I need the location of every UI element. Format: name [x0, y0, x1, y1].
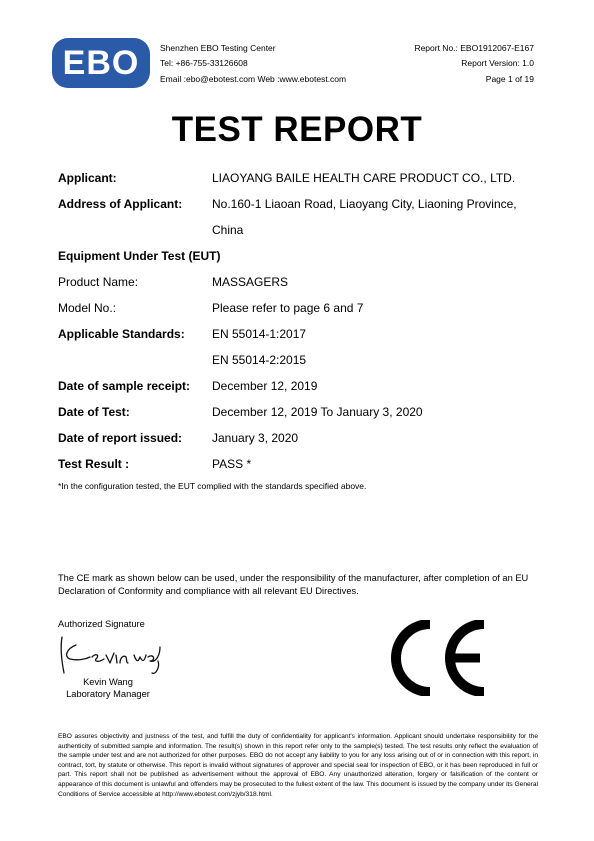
address-value-line1: No.160-1 Liaoan Road, Liaoyang City, Liaoning Province,: [212, 197, 517, 211]
page-title: TEST REPORT: [171, 110, 423, 149]
product-row: [58, 274, 538, 290]
signature-heading: Authorized Signature: [58, 619, 145, 629]
receipt-label: Date of sample receipt:: [58, 379, 191, 393]
standards-row-2: [58, 352, 538, 368]
ce-statement: The CE mark as shown below can be used, under the responsibility of the manufacturer, after completion of an EU Declaration of Conformity and compliance with all relevant EU Directives.: [58, 573, 529, 596]
ebo-logo: [52, 38, 150, 88]
eut-heading: Equipment Under Test (EUT): [58, 249, 221, 263]
report-version: Report Version: 1.0: [461, 58, 534, 68]
standards-row: [58, 326, 538, 342]
company-name: Shenzhen EBO Testing Center: [160, 43, 276, 53]
issued-label: Date of report issued:: [58, 431, 183, 445]
model-row: [58, 300, 538, 316]
issued-row: [58, 430, 538, 446]
model-label: Model No.:: [58, 301, 117, 315]
test-date-label: Date of Test:: [58, 405, 130, 419]
logo-text: EBO: [62, 43, 140, 82]
receipt-row: [58, 378, 538, 394]
page-number: Page 1 of 19: [485, 74, 534, 84]
result-value: PASS *: [212, 457, 252, 471]
issued-value: January 3, 2020: [212, 431, 299, 445]
company-email-web: Email :ebo@ebotest.com Web :www.ebotest.com: [160, 74, 347, 84]
address-row: [58, 196, 538, 212]
receipt-value: December 12, 2019: [212, 379, 318, 393]
standards-label: Applicable Standards:: [58, 327, 185, 341]
disclaimer-footer: EBO assures objectivity and justness of the test, and fulfill the duty of confidentiality for applicant's information. Applicant should undertake responsibility for the authenticity of submitted sample and information. The result(s) shown in this report refer only to the sample(s) tested. The test results only reflect the evaluation of the sample under test and are not authorized for other purposes. EBO do not accept any liability to you for any loss arising out of or in connection with this report, in contract, tort, by statute or otherwise. This report is invalid without signatures of approver and special seal for inspection of EBO, or it has been reproduced in full or part. This report shall not be published as advertisement without the approval of EBO. Any unauthorized alteration, forgery or falsification of the content or appearance of this document is unlawful and offenders may be prosecuted to the fullest extent of the law. This document is issued by the company under its General Conditions of Service accessible at http://www.ebotest.com/zjyb/318.html.: [58, 733, 538, 798]
address-value-line2: China: [212, 223, 244, 237]
applicant-label: Applicant:: [58, 171, 117, 185]
address-label: Address of Applicant:: [58, 197, 183, 211]
product-value: MASSAGERS: [212, 275, 289, 289]
ce-mark-icon: [380, 620, 490, 696]
compliance-note: *In the configuration tested, the EUT complied with the standards specified above.: [58, 481, 367, 491]
test-date-row: [58, 404, 538, 420]
test-date-value: December 12, 2019 To January 3, 2020: [212, 405, 423, 419]
report-number: Report No.: EBO1912067-E167: [414, 43, 534, 53]
product-label: Product Name:: [58, 275, 139, 289]
model-value: Please refer to page 6 and 7: [212, 301, 364, 315]
result-label: Test Result :: [58, 457, 130, 471]
result-row: [58, 456, 538, 472]
signatory-name: Kevin Wang: [83, 677, 133, 687]
handwritten-signature: [56, 633, 166, 677]
applicant-value: LIAOYANG BAILE HEALTH CARE PRODUCT CO., LTD.: [212, 171, 516, 185]
eut-row: [58, 248, 538, 264]
applicant-row: [58, 170, 538, 186]
address-row-2: [58, 222, 538, 238]
signatory-role: Laboratory Manager: [66, 689, 150, 699]
standards-value-1: EN 55014-1:2017: [212, 327, 307, 341]
company-tel: Tel: +86-755-33126608: [160, 58, 248, 68]
standards-value-2: EN 55014-2:2015: [212, 353, 307, 367]
